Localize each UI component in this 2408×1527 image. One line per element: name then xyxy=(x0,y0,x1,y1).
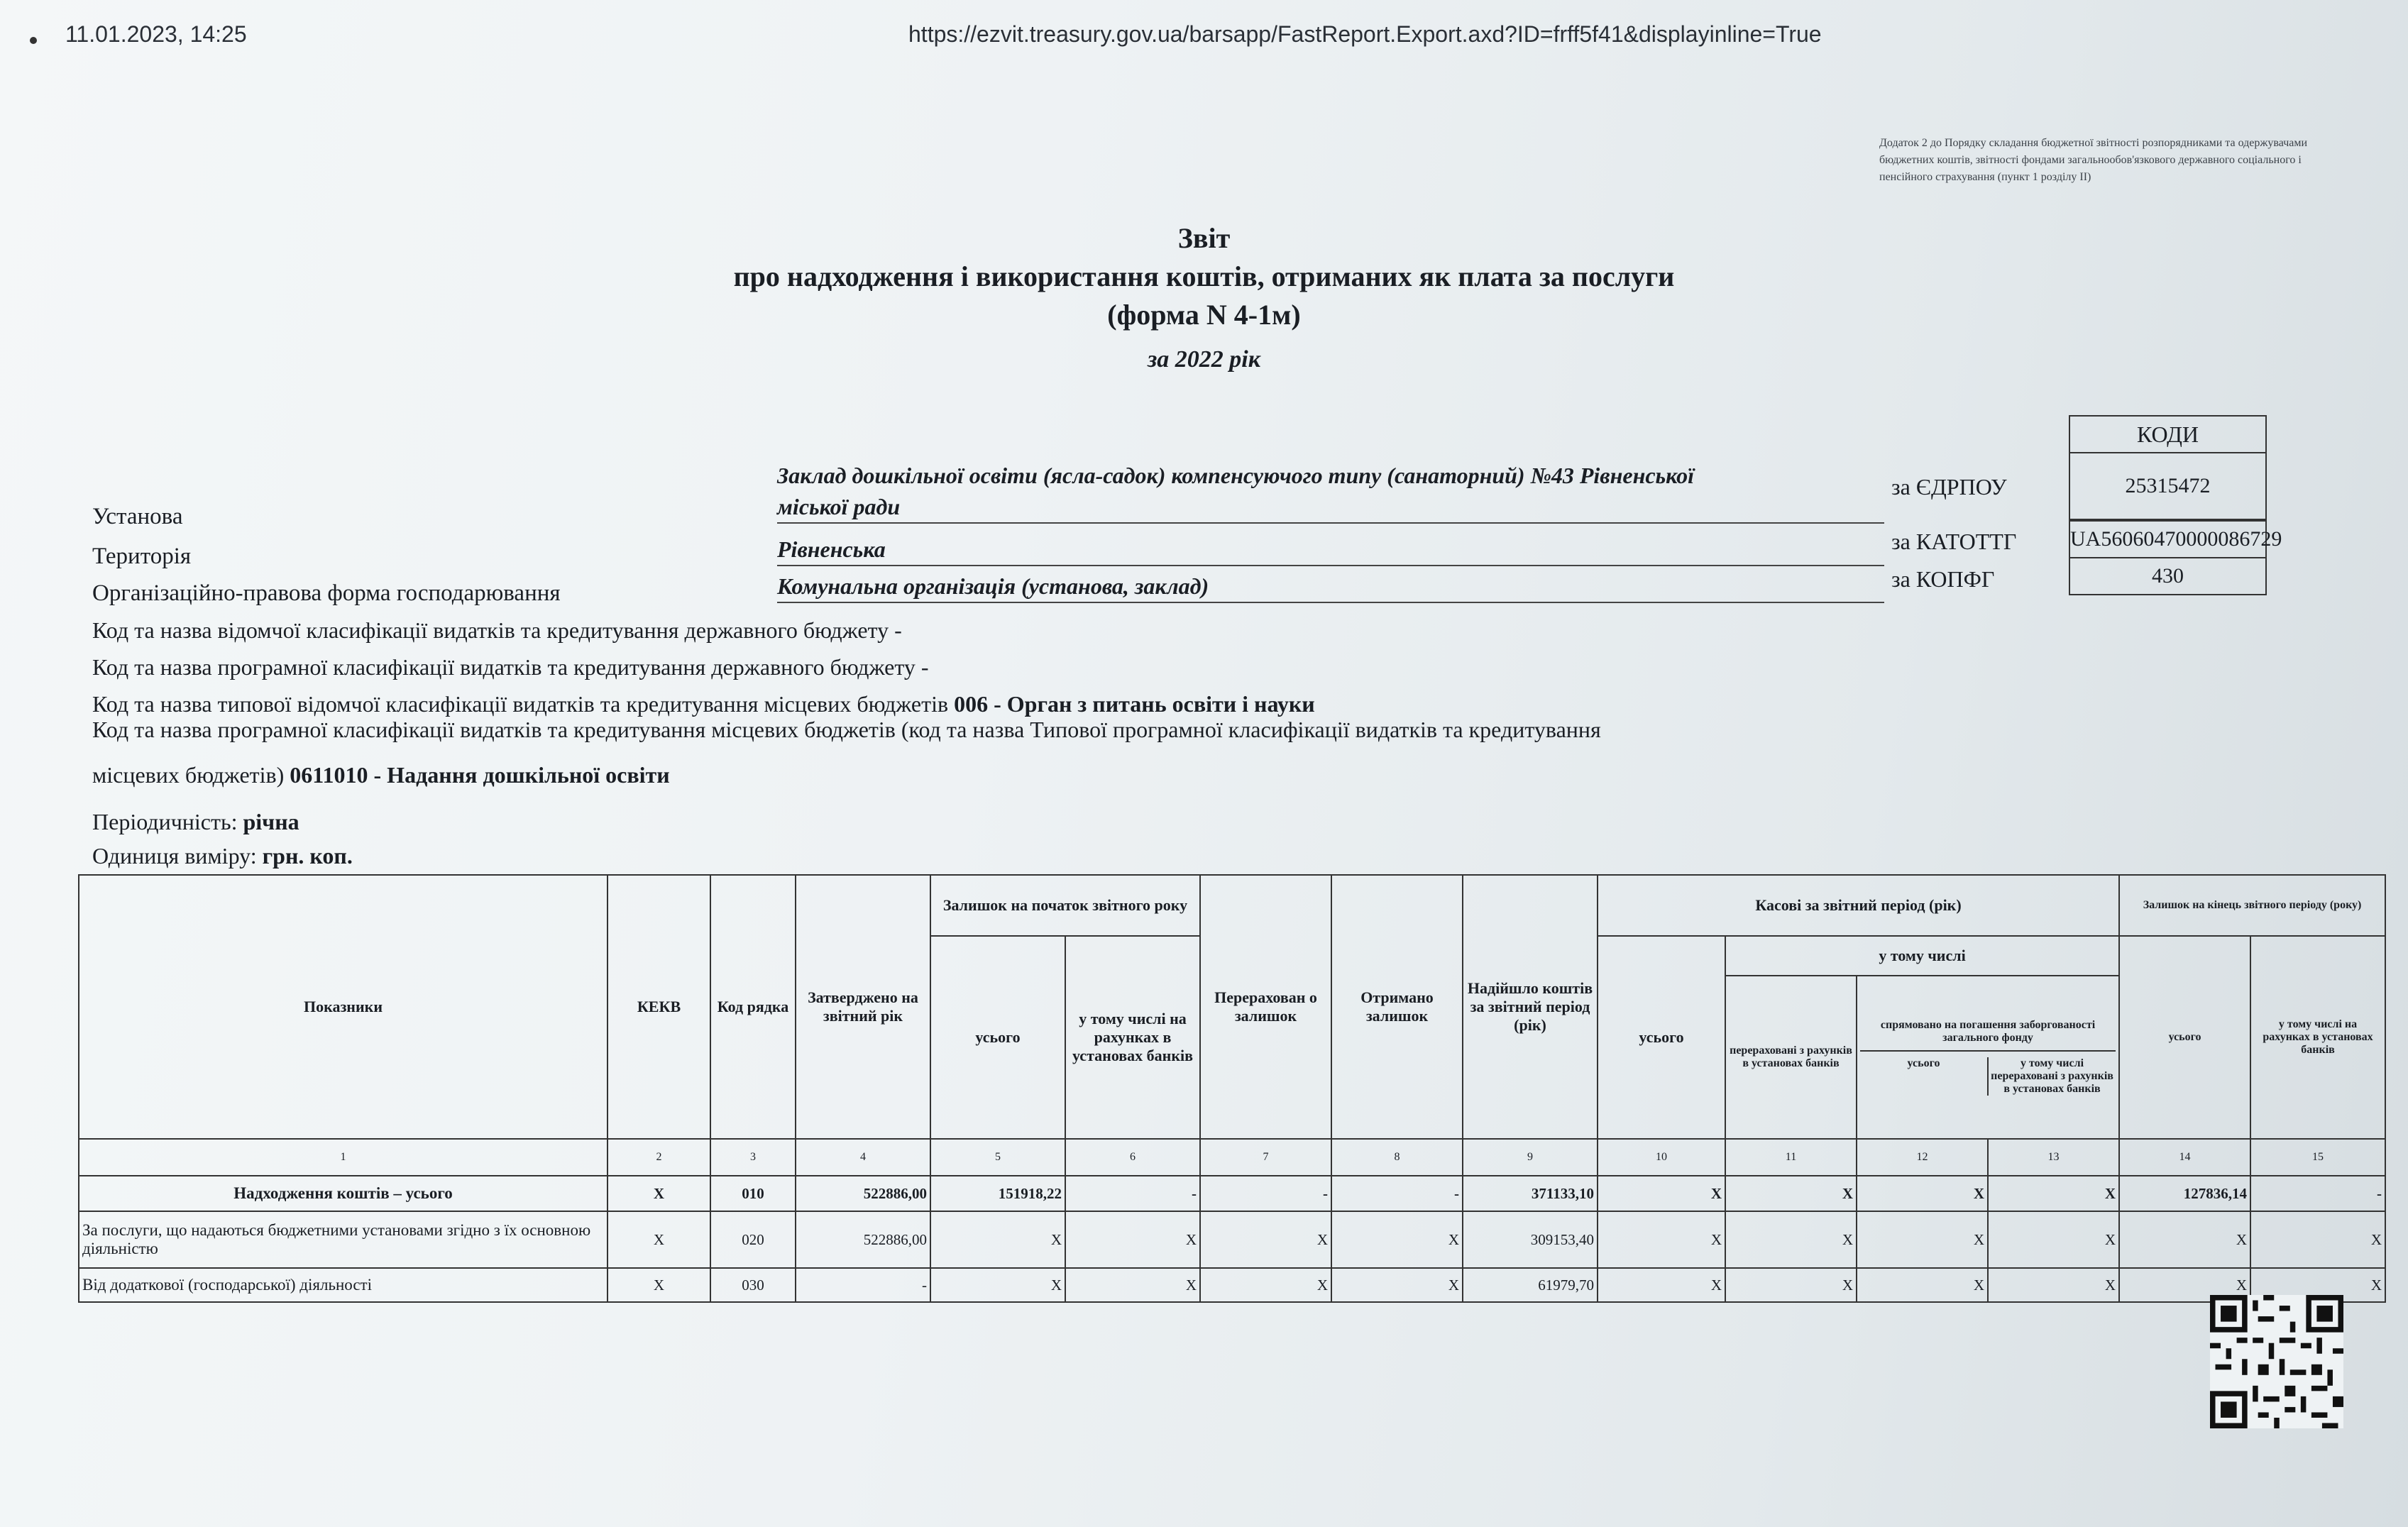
territory-label: Територія xyxy=(92,544,192,569)
local-program-prefix: місцевих бюджетів) xyxy=(92,762,290,788)
col-number: 12 xyxy=(1857,1139,1988,1176)
th-received: Отримано залишок xyxy=(1331,875,1463,1139)
th-debt-total: усього xyxy=(1907,1057,1940,1069)
katottg-label: за КАТОТТГ xyxy=(1891,529,2017,554)
typical-classification-line xyxy=(92,691,1315,717)
dept-classification-line: Код та назва відомчої класифікації видатків та кредитування державного бюджету - xyxy=(92,617,902,643)
territory-value: Рівненська xyxy=(777,534,1884,566)
th-start-balance: Залишок на початок звітного року xyxy=(930,875,1200,936)
cell: X xyxy=(1725,1268,1857,1302)
th-debt xyxy=(1857,976,2119,1139)
institution-line-2: міської ради xyxy=(777,491,1884,524)
unit-label: Одиниця виміру: xyxy=(92,843,257,869)
report-period: за 2022 рік xyxy=(1148,346,1260,373)
th-cash-incl: у тому числі xyxy=(1725,936,2119,976)
periodicity-label: Періодичність: xyxy=(92,809,238,834)
institution-line-1: Заклад дошкільної освіти (ясла-садок) компенсуючого типу (санаторний) №43 Рівненської xyxy=(777,463,1695,488)
cell: X xyxy=(1725,1211,1857,1268)
legal-form-label: Організаційно-правова форма господарювання xyxy=(92,580,561,606)
cell: - xyxy=(2250,1176,2385,1211)
cell: X xyxy=(2250,1268,2385,1302)
col-number: 14 xyxy=(2119,1139,2250,1176)
cell: X xyxy=(1598,1268,1725,1302)
cell: X xyxy=(1988,1211,2119,1268)
th-debt-title: спрямовано на погашення заборгованості загального фонду xyxy=(1860,1019,2116,1052)
col-number: 11 xyxy=(1725,1139,1857,1176)
row-name: Надходження коштів – усього xyxy=(79,1176,608,1211)
cell: X xyxy=(608,1176,710,1211)
cell: X xyxy=(608,1211,710,1268)
local-program-value: 0611010 - Надання дошкільної освіти xyxy=(290,762,670,788)
cell: X xyxy=(1065,1268,1200,1302)
cell: 522886,00 xyxy=(796,1211,930,1268)
cell: X xyxy=(1598,1176,1725,1211)
col-number: 1 xyxy=(79,1139,608,1176)
unit-value: грн. коп. xyxy=(262,843,353,869)
col-number: 2 xyxy=(608,1139,710,1176)
cell: - xyxy=(1200,1176,1331,1211)
kopfg-code: 430 xyxy=(2069,557,2267,595)
report-subtitle: про надходження і використання коштів, отриманих як плата за послуги xyxy=(733,260,1675,292)
cell: 030 xyxy=(710,1268,796,1302)
th-end-total: усього xyxy=(2119,936,2250,1139)
th-row-code: Код рядка xyxy=(710,875,796,1139)
cell: X xyxy=(1857,1176,1988,1211)
cell: X xyxy=(2250,1211,2385,1268)
bullet-icon xyxy=(30,37,37,44)
institution-name xyxy=(777,460,1884,524)
cell: - xyxy=(796,1268,930,1302)
col-number: 6 xyxy=(1065,1139,1200,1176)
cell: X xyxy=(1988,1268,2119,1302)
print-url: https://ezvit.treasury.gov.ua/barsapp/FastReport.Export.axd?ID=frff5f41&displayinline=True xyxy=(908,21,1822,47)
col-number: 15 xyxy=(2250,1139,2385,1176)
cell: X xyxy=(608,1268,710,1302)
cell: X xyxy=(1725,1176,1857,1211)
cell: X xyxy=(1857,1211,1988,1268)
th-indicators: Показники xyxy=(79,875,608,1139)
th-end-balance: Залишок на кінець звітного періоду (року) xyxy=(2119,875,2385,936)
typical-classification-value: 006 - Орган з питань освіти і науки xyxy=(954,691,1315,717)
th-debt-incl-banks: у тому числі перераховані з рахунків в установах банків xyxy=(1987,1057,2116,1096)
codes-title: КОДИ xyxy=(2069,415,2267,453)
cell: - xyxy=(1065,1176,1200,1211)
cell: X xyxy=(1988,1176,2119,1211)
cell: 151918,22 xyxy=(930,1176,1065,1211)
col-number: 13 xyxy=(1988,1139,2119,1176)
th-kekv: КЕКВ xyxy=(608,875,710,1139)
edrpou-label: за ЄДРПОУ xyxy=(1891,474,2007,500)
program-classification-line: Код та назва програмної класифікації видатків та кредитування державного бюджету - xyxy=(92,654,929,680)
table-row-additional-activity xyxy=(79,1268,2385,1302)
th-inflow: Надійшло коштів за звітний період (рік) xyxy=(1463,875,1598,1139)
qr-code-icon xyxy=(2210,1295,2343,1428)
th-start-incl-banks: у тому числі на рахунках в установах банків xyxy=(1065,936,1200,1139)
cell: X xyxy=(2119,1211,2250,1268)
appendix-note: Додаток 2 до Порядку складання бюджетної звітності розпорядниками та одержувачами бюджетних коштів, звітності фондами загальнообов'язкового державного соціального і пенсійного страхування (пункт 1 розділу II) xyxy=(1879,137,2308,183)
col-number: 7 xyxy=(1200,1139,1331,1176)
cell: X xyxy=(930,1211,1065,1268)
col-number: 5 xyxy=(930,1139,1065,1176)
katottg-code: UA56060470000086729 xyxy=(2069,520,2267,558)
th-start-total: усього xyxy=(930,936,1065,1139)
report-table xyxy=(78,874,2386,1303)
column-numbers-row xyxy=(79,1139,2385,1176)
cell: X xyxy=(1598,1211,1725,1268)
local-program-line-1: Код та назва програмної класифікації видатків та кредитування місцевих бюджетів (код та назва Типової програмної класифікації видатків та кредитування xyxy=(92,717,1601,742)
cell: X xyxy=(1200,1211,1331,1268)
th-end-incl-banks: у тому числі на рахунках в установах банків xyxy=(2250,936,2385,1139)
cell: 127836,14 xyxy=(2119,1176,2250,1211)
col-number: 10 xyxy=(1598,1139,1725,1176)
col-number: 9 xyxy=(1463,1139,1598,1176)
institution-label: Установа xyxy=(92,504,183,529)
local-program-line-2 xyxy=(92,762,670,788)
th-approved: Затверджено на звітний рік xyxy=(796,875,930,1139)
cell: - xyxy=(1331,1176,1463,1211)
report-title: Звіт xyxy=(1177,222,1231,254)
cell: X xyxy=(1857,1268,1988,1302)
cell: X xyxy=(1331,1211,1463,1268)
cell: 010 xyxy=(710,1176,796,1211)
cell: X xyxy=(930,1268,1065,1302)
cell: X xyxy=(1331,1268,1463,1302)
report-form-number: (форма N 4-1м) xyxy=(1107,299,1301,331)
cell: X xyxy=(2119,1268,2250,1302)
cell: X xyxy=(1200,1268,1331,1302)
legal-form-value: Комунальна організація (установа, заклад) xyxy=(777,570,1884,603)
print-datetime: 11.01.2023, 14:25 xyxy=(65,21,247,47)
cell: 61979,70 xyxy=(1463,1268,1598,1302)
cell: 522886,00 xyxy=(796,1176,930,1211)
cell: 309153,40 xyxy=(1463,1211,1598,1268)
typical-classification-prefix: Код та назва типової відомчої класифікації видатків та кредитування місцевих бюджетів xyxy=(92,691,955,717)
row-name: За послуги, що надаються бюджетними установами згідно з їх основною діяльністю xyxy=(79,1211,608,1268)
row-name: Від додаткової (господарської) діяльності xyxy=(79,1268,608,1302)
periodicity-value: річна xyxy=(243,809,299,834)
th-cash: Касові за звітний період (рік) xyxy=(1598,875,2119,936)
col-number: 8 xyxy=(1331,1139,1463,1176)
col-number: 4 xyxy=(796,1139,930,1176)
kopfg-label: за КОПФГ xyxy=(1891,566,1995,592)
edrpou-code: 25315472 xyxy=(2069,452,2267,520)
cell: 020 xyxy=(710,1211,796,1268)
col-number: 3 xyxy=(710,1139,796,1176)
cell: 371133,10 xyxy=(1463,1176,1598,1211)
unit-line xyxy=(92,843,353,869)
periodicity-line xyxy=(92,809,299,835)
table-row-total xyxy=(79,1176,2385,1211)
cell: X xyxy=(1065,1211,1200,1268)
th-transferred: Перерахован о залишок xyxy=(1200,875,1331,1139)
table-row-main-activity xyxy=(79,1211,2385,1268)
th-cash-transferred-banks: перераховані з рахунків в установах банків xyxy=(1725,976,1857,1139)
th-cash-total: усього xyxy=(1598,936,1725,1139)
